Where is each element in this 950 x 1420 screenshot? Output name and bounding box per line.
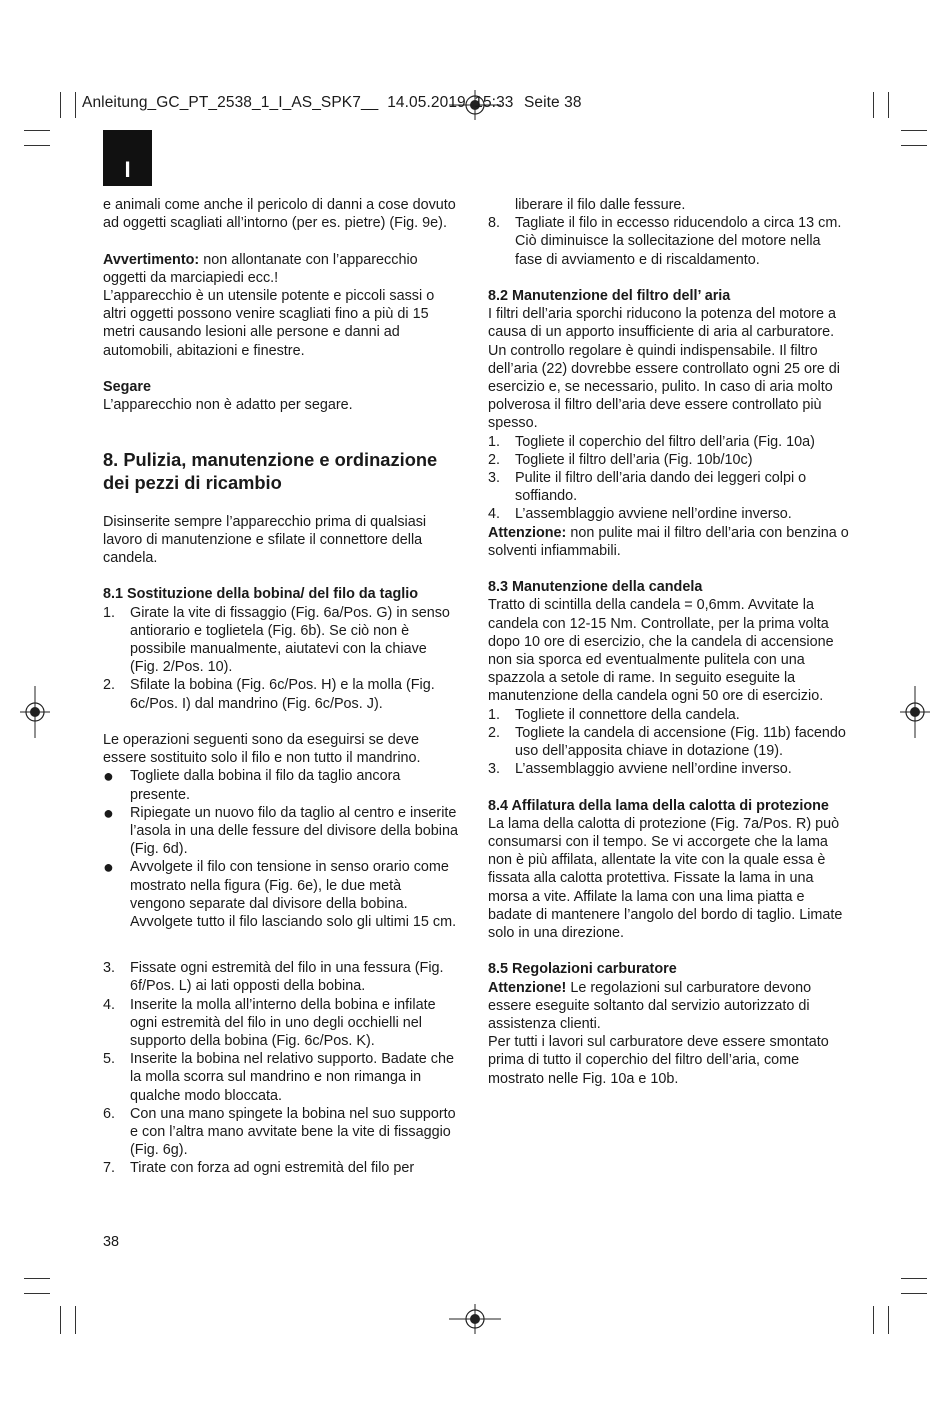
warning-detail: L’apparecchio è un utensile potente e piccoli sassi o altri oggetti possono venire scagliati fino a più di 15 metri causando lesioni alle persone e danni ad automobili, abitazioni e finestre. (103, 288, 435, 359)
registration-mark-icon (449, 1304, 501, 1334)
crop-mark (60, 92, 61, 118)
crop-mark (901, 1278, 927, 1279)
list-item: 5. Inserite la bobina nel relativo supporto. Badate che la molla scorra sul mandrino e non rimanga in qualche modo bloccata. (103, 1051, 455, 1104)
list-item: 4. Inserite la molla all’interno della bobina e infilate ogni estremità del filo in uno degli occhielli nel supporto della bobina (Fig. 6c/Pos. K). (103, 996, 436, 1050)
section-title: 8. Pulizia, manutenzione e ordinazione dei pezzi di ricambio (103, 449, 438, 494)
section-intro: Disinserite sempre l’apparecchio prima di qualsiasi lavoro di manutenzione e sfilate il connettore della candela. (103, 513, 427, 566)
left-column (103, 196, 459, 1178)
page-number: 38 (103, 1234, 120, 1250)
paragraph: I filtri dell’aria sporchi riducono la potenza del motore a causa di un apporto insufficiente di aria al carburatore. Un controllo regolare è quindi indispensabile. Il filtro dell’aria (22) dovrebbe essere controllato ogni 25 ore di esercizio e, se necessario, pulito. In caso di aria molto polverosa il filtro dell’aria deve essere controllato più spesso. (488, 306, 840, 432)
list-item: 2. Togliete la candela di accensione (Fig. 11b) facendo uso dell’apposita chiave in dotazione (19). (488, 724, 846, 760)
list-item: 3. Fissate ogni estremità del filo in una fessura (Fig. 6f/Pos. L) ai lati opposti della bobina. (103, 960, 444, 995)
list-item: 4. L’assemblaggio avviene nell’ordine inverso. (488, 506, 792, 523)
crop-mark (75, 1306, 76, 1334)
list-item: 3. Pulite il filtro dell’aria dando dei leggeri colpi o soffiando. (488, 470, 807, 505)
bullet-item: ● Ripiegate un nuovo filo da taglio al centro e inserite l’asola in una delle fessure del divisore della bobina (Fig. 6d). (103, 802, 458, 858)
language-tab (103, 130, 152, 186)
paragraph: Le operazioni seguenti sono da eseguirsi se deve essere sostituito solo il filo e non tutto il mandrino. (103, 732, 421, 767)
crop-mark (24, 1293, 50, 1294)
list-item: 2. Togliete il filtro dell’aria (Fig. 10b/10c) (488, 451, 753, 468)
warning-label: Avvertimento: (103, 251, 200, 268)
attention-paragraph (488, 524, 850, 560)
attention-label: Attenzione: (488, 524, 567, 541)
warning-text: non allontanate con l’apparecchio oggetti da marciapiedi ecc.! (103, 251, 418, 286)
paragraph: La lama della calotta di protezione (Fig. 7a/Pos. R) può consumarsi con il tempo. Se vi accorgete che la lama non è più affilata, allentate la vite con la quale essa è fissata alla calotta protettiva. Fissate la lama in una morsa a vite. Affilate la lama con una lima piatta e badate di mantenere l’angolo del bordo di taglio. Limate solo in una direzione. (488, 815, 843, 942)
registration-mark-icon (20, 686, 50, 738)
segare-title: Segare (103, 379, 151, 395)
segare-text: L’apparecchio non è adatto per segare. (103, 397, 353, 414)
crop-mark (901, 1293, 927, 1294)
crop-mark (60, 1306, 61, 1334)
bullet-item: ● Avvolgete il filo con tensione in senso orario come mostrato nella figura (Fig. 6e), le due metà vengono separate dal divisore della bobina. Avvolgete tutto il filo lasciando solo gli ultimi 15 cm. (103, 857, 457, 931)
list-item: 2. Sfilate la bobina (Fig. 6c/Pos. H) e la molla (Fig. 6c/Pos. I) dal mandrino (Fig. 6c/Pos. J). (103, 677, 435, 712)
list-item: 3. L’assemblaggio avviene nell’ordine inverso. (488, 761, 792, 778)
registration-mark-icon (900, 686, 930, 738)
subsection-title: 8.2 Manutenzione del filtro dell’ aria (488, 288, 731, 304)
crop-mark (873, 1306, 874, 1334)
warning-paragraph (103, 251, 459, 287)
crop-mark (873, 92, 874, 118)
intro-paragraph: e animali come anche il pericolo di danni a cose dovuto ad oggetti scagliati all’intorno (per es. pietre) (Fig. 9e). (103, 197, 456, 232)
crop-mark (75, 92, 76, 118)
crop-mark (24, 145, 50, 146)
subsection-title: 8.1 Sostituzione della bobina/ del filo da taglio (103, 586, 419, 603)
attention-text: non pulite mai il filtro dell’aria con benzina o solventi infiammabili. (488, 524, 849, 559)
crop-mark (24, 130, 50, 131)
list-item: 1. Togliete il connettore della candela. (488, 706, 740, 723)
continued-text: liberare il filo dalle fessure. (515, 197, 686, 213)
crop-mark (888, 1306, 889, 1334)
list-item: 1. Togliete il coperchio del filtro dell’aria (Fig. 10a) (488, 433, 815, 450)
crop-mark (901, 145, 927, 146)
slug-page: Seite 38 (523, 94, 582, 111)
list-item: 1. Girate la vite di fissaggio (Fig. 6a/Pos. G) in senso antiorario e toglietela (Fig. 6b). Se ciò non è possibile manualmente, aiutatevi con la chiave (Fig. 2/Pos. 10). (103, 604, 450, 676)
crop-mark (888, 92, 889, 118)
subsection-title: 8.5 Regolazioni carburatore (488, 961, 677, 978)
attention-label: Attenzione! (488, 979, 567, 996)
slug-file-date: Anleitung_GC_PT_2538_1_I_AS_SPK7__ 14.05.2019 (82, 94, 466, 111)
list-item: 6. Con una mano spingete la bobina nel suo supporto e con l’altra mano avvitate bene la vite di fissaggio (Fig. 6g). (103, 1105, 456, 1159)
subsection-title: 8.3 Manutenzione della candela (488, 579, 703, 596)
bullet-item: ● Togliete dalla bobina il filo da taglio ancora presente. (103, 766, 401, 803)
slug-time: 15:33 (474, 94, 514, 111)
paragraph: Per tutti i lavori sul carburatore deve essere smontato prima di tutto il coperchio del filtro dell’aria, come mostrato nelle Fig. 10a e 10b. (488, 1034, 829, 1087)
language-tab-letter: I (124, 157, 131, 182)
print-slug (82, 94, 582, 112)
attention-text: Le regolazioni sul carburatore devono essere eseguite soltanto dal servizio autorizzato di assistenza clienti. (488, 979, 812, 1033)
list-item: 7. Tirate con forza ad ogni estremità del filo per (103, 1160, 415, 1177)
list-item: 8. Tagliate il filo in eccesso riducendolo a circa 13 cm. Ciò diminuisce la sollecitazione del motore nella fase di avviamento e di riscaldamento. (488, 215, 842, 268)
crop-mark (901, 130, 927, 131)
paragraph: Tratto di scintilla della candela = 0,6mm. Avvitate la candela con 12-15 Nm. Controllate, per la prima volta dopo 10 ore di esercizio, che la candela di accensione non sia sporca ed eventualmente pulitela con una spazzola a setole di rame. In seguito eseguite la manutenzione della candela ogni 50 ore di esercizio. (488, 597, 834, 705)
attention-paragraph (488, 979, 850, 1034)
crop-mark (24, 1278, 50, 1279)
subsection-title: 8.4 Affilatura della lama della calotta di protezione (488, 797, 829, 814)
right-column (488, 196, 850, 1088)
